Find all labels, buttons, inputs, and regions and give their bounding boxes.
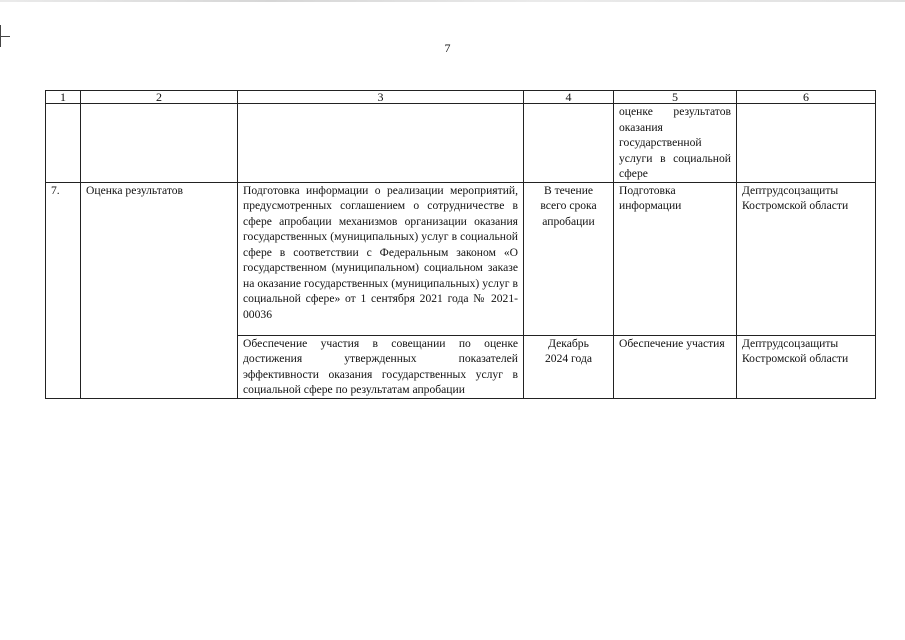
header-cell-2: 2	[81, 91, 238, 104]
cell-empty	[238, 104, 524, 183]
cell-deadline: Декабрь 2024 года	[524, 335, 614, 398]
cell-empty	[737, 104, 876, 183]
header-cell-1: 1	[46, 91, 81, 104]
cell-responsible: Дептрудсоцзащиты Костромской области	[737, 182, 876, 335]
table-header-row	[46, 91, 876, 104]
cell-activity-description: Обеспечение участия в совещании по оценке достижения утвержденных показателей эффективности оказания государственных услуг в социальной сфере по результатам апробации	[238, 335, 524, 398]
cell-item-name: Оценка результатов	[81, 182, 238, 398]
page-number: 7	[444, 41, 451, 55]
plan-table	[45, 90, 876, 399]
cell-deadline: В течение всего срока апробации	[524, 182, 614, 335]
scan-edge	[0, 0, 905, 2]
cell-empty	[81, 104, 238, 183]
cell-result: Подготовка информации	[614, 182, 737, 335]
header-cell-5: 5	[614, 91, 737, 104]
cell-activity-description: Подготовка информации о реализации мероприятий, предусмотренных соглашением о сотрудничестве в сфере апробации механизмов организации оказания государственных (муниципальных) услуг в социальной сфере в соответствии с Федеральным законом «О государственном (муниципальном) социальном заказе на оказание государственных (муниципальных) услуг в социальной сфере» от 1 сентября 2021 года № 2021-00036	[238, 182, 524, 335]
cell-item-number: 7.	[46, 182, 81, 398]
header-cell-4: 4	[524, 91, 614, 104]
cell-empty	[46, 104, 81, 183]
header-cell-6: 6	[737, 91, 876, 104]
cell-empty	[524, 104, 614, 183]
cell-result-continued: оценке результатов оказания государственной услуги в социальной сфере	[614, 104, 737, 183]
header-cell-3: 3	[238, 91, 524, 104]
table-row	[46, 182, 876, 335]
cell-responsible: Дептрудсоцзащиты Костромской области	[737, 335, 876, 398]
cell-result: Обеспечение участия	[614, 335, 737, 398]
table-row-continued	[46, 104, 876, 183]
